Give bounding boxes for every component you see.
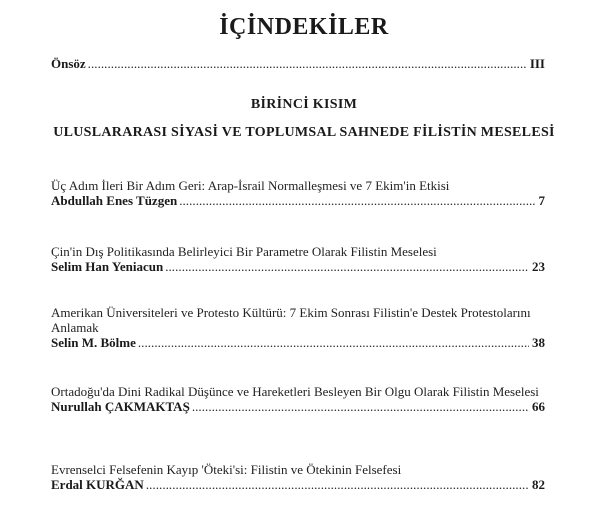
author-name: Erdal KURĞAN <box>51 477 144 492</box>
toc-entry[interactable] <box>51 244 545 275</box>
page-number: 66 <box>532 399 545 414</box>
author-line <box>51 335 545 351</box>
author-line <box>51 477 545 493</box>
toc-entry[interactable] <box>51 384 545 415</box>
article-title: Ortadoğu'da Dini Radikal Düşünce ve Hareketleri Besleyen Bir Olgu Olarak Filistin Meselesi <box>51 384 539 399</box>
part-heading: BİRİNCİ KISIM <box>250 97 358 112</box>
page-number: 82 <box>532 477 545 492</box>
part-subtitle: ULUSLARARASI SİYASİ VE TOPLUMSAL SAHNEDE FİLİSTİN MESELESİ <box>53 125 555 140</box>
dot-leader <box>138 335 529 351</box>
toc-entry-preface[interactable] <box>51 56 545 72</box>
dot-leader <box>192 399 529 415</box>
author-name: Nurullah ÇAKMAKTAŞ <box>51 399 190 414</box>
article-title: Amerikan Üniversiteleri ve Protesto Kültürü: 7 Ekim Sonrası Filistin'e Destek Protestolarını Anlamak <box>51 305 531 335</box>
page-number: 38 <box>532 335 545 350</box>
author-line <box>51 259 545 275</box>
dot-leader <box>88 56 527 72</box>
toc-entry[interactable] <box>51 178 545 209</box>
dot-leader <box>179 193 535 209</box>
author-name: Abdullah Enes Tüzgen <box>51 193 178 208</box>
preface-label: Önsöz <box>51 56 86 71</box>
toc-entry[interactable] <box>51 462 545 493</box>
author-name: Selin M. Bölme <box>51 335 136 350</box>
page-number: 7 <box>538 193 545 208</box>
page-number: III <box>529 56 545 71</box>
author-line <box>51 193 545 209</box>
dot-leader <box>146 477 529 493</box>
dot-leader <box>165 259 529 275</box>
page-number: 23 <box>532 259 545 274</box>
article-title: Üç Adım İleri Bir Adım Geri: Arap-İsrail Normalleşmesi ve 7 Ekim'in Etkisi <box>51 178 450 193</box>
article-title: Çin'in Dış Politikasında Belirleyici Bir Parametre Olarak Filistin Meselesi <box>51 244 437 259</box>
author-line <box>51 399 545 415</box>
author-name: Selim Han Yeniacun <box>51 259 164 274</box>
toc-entry[interactable] <box>51 305 545 351</box>
article-title: Evrenselci Felsefenin Kayıp 'Öteki'si: Filistin ve Ötekinin Felsefesi <box>51 462 402 477</box>
page-title: İÇİNDEKİLER <box>219 14 389 40</box>
preface-line <box>51 56 545 72</box>
